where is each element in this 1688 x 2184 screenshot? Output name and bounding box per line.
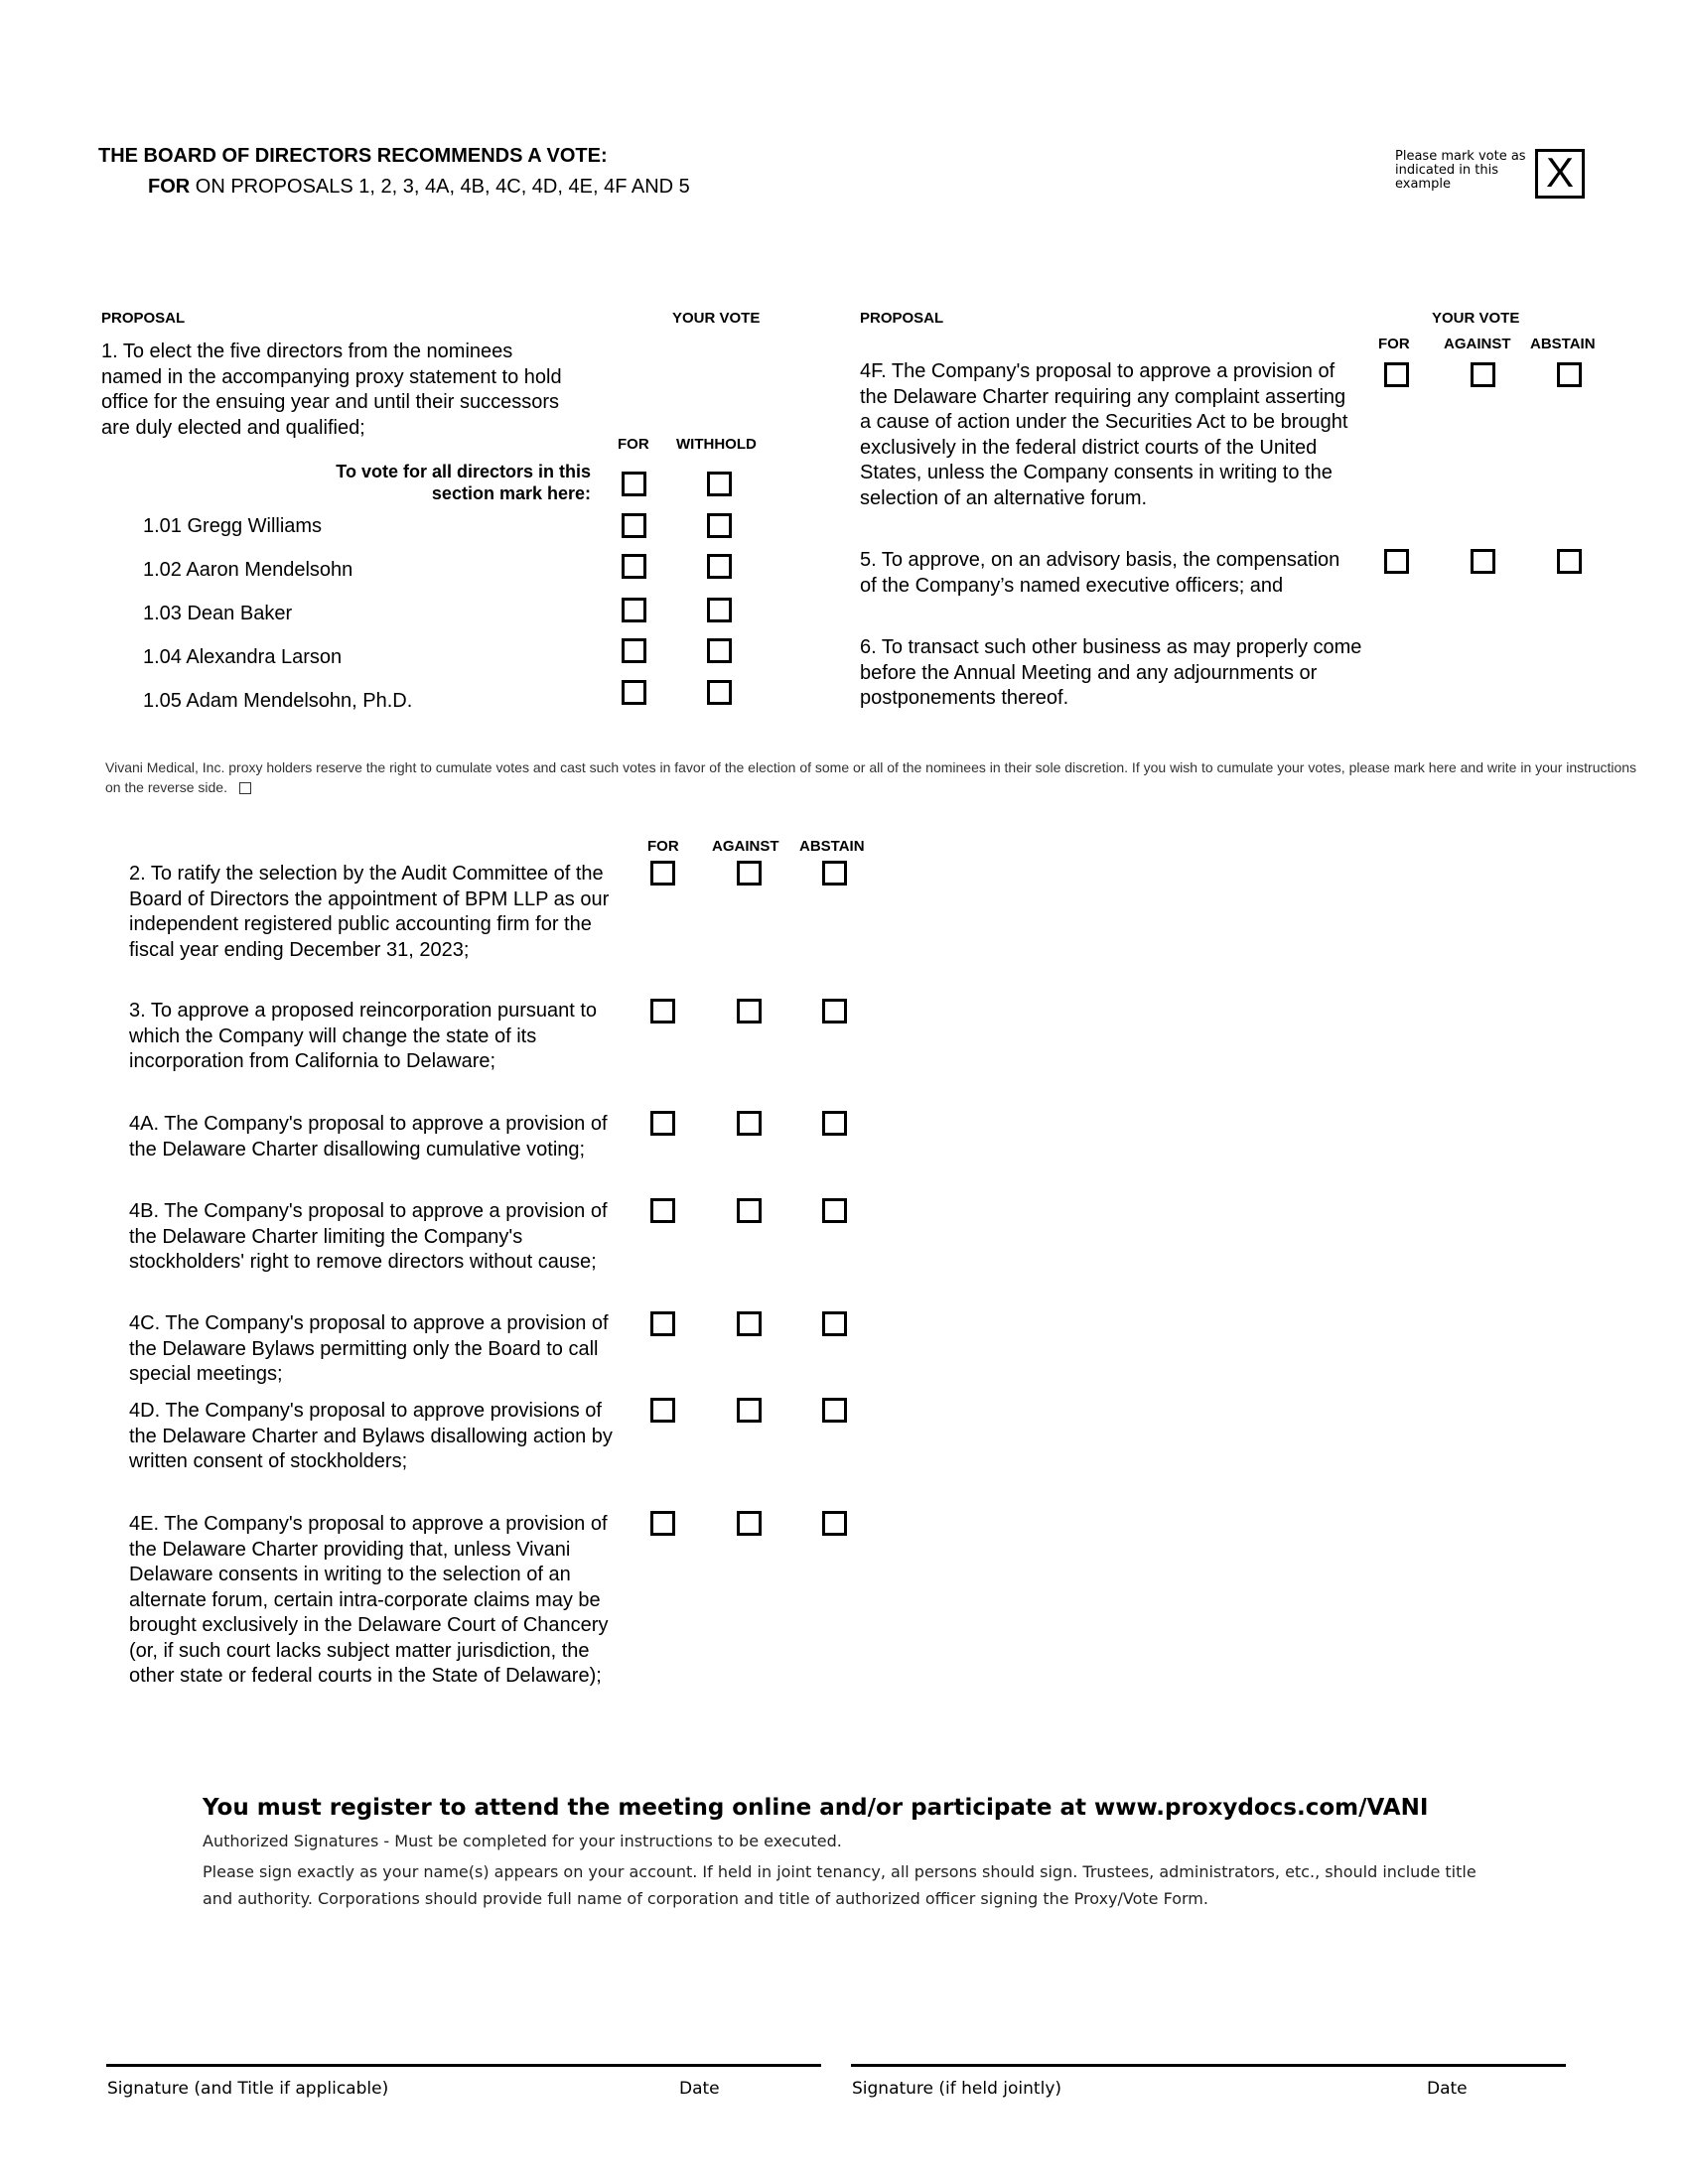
proposal-4a-abstain-checkbox[interactable] bbox=[822, 1111, 847, 1136]
signature-1-label: Signature (and Title if applicable) bbox=[107, 2079, 389, 2099]
all-directors-label: To vote for all directors in this section mark here: bbox=[336, 462, 591, 503]
left-withhold-label: WITHHOLD bbox=[676, 436, 757, 453]
signature-2-label: Signature (if held jointly) bbox=[852, 2079, 1062, 2099]
right-against-label: AGAINST bbox=[1444, 336, 1511, 352]
proposal-4b-text: 4B. The Company's proposal to approve a provision of the Delaware Charter limiting the Company's stockholders' right to remove directors without cause; bbox=[129, 1200, 608, 1273]
proposal-4e-against-checkbox[interactable] bbox=[737, 1511, 762, 1536]
all-directors-for-checkbox[interactable] bbox=[622, 472, 646, 496]
right-proposal-label: PROPOSAL bbox=[860, 310, 944, 327]
proposal-4d-against-checkbox[interactable] bbox=[737, 1398, 762, 1423]
authorized-signatures-note: Authorized Signatures - Must be completed for your instructions to be executed. bbox=[203, 1832, 842, 1850]
right-abstain-label: ABSTAIN bbox=[1530, 336, 1596, 352]
proposal-4c-against-checkbox[interactable] bbox=[737, 1311, 762, 1336]
cumulate-note-text: Vivani Medical, Inc. proxy holders reserve the right to cumulate votes and cast such votes in favor of the election of some or all of the nominees in their sole discretion. If you wish to cumulate your votes, please mark here and write in your instructions on the reverse side. bbox=[105, 759, 1637, 795]
proposal-2-for-checkbox[interactable] bbox=[650, 861, 675, 886]
cumulate-note bbox=[105, 757, 1654, 797]
left-proposal-label: PROPOSAL bbox=[101, 310, 186, 327]
lower-for-label: FOR bbox=[647, 838, 679, 855]
nominee-5-withhold-checkbox[interactable] bbox=[707, 680, 732, 705]
example-x: X bbox=[1545, 149, 1574, 196]
proposal-5-against-checkbox[interactable] bbox=[1471, 549, 1495, 574]
nominee-2-withhold-checkbox[interactable] bbox=[707, 554, 732, 579]
proposal-4e-text: 4E. The Company's proposal to approve a provision of the Delaware Charter providing that, unless Vivani Delaware consents in writing to the selection of an alternate forum, certain intra-corporate claims may be brought exclusively in the Delaware Court of Chancery (or, if such court lacks subject matter jurisdiction, the other state or federal courts in the State of Delaware); bbox=[129, 1513, 609, 1687]
proposal-3-for-checkbox[interactable] bbox=[650, 999, 675, 1024]
sign-instructions: Please sign exactly as your name(s) appears on your account. If held in joint tenancy, all persons should sign. Trustees, administrators, etc., should include title and authority. Corporations should provide full name of corporation and title of authorized officer signing the Proxy/Vote Form. bbox=[203, 1862, 1477, 1908]
proposal-4a-for-checkbox[interactable] bbox=[650, 1111, 675, 1136]
proposal-4c-text: 4C. The Company's proposal to approve a provision of the Delaware Bylaws permitting only the Board to call special meetings; bbox=[129, 1312, 609, 1385]
proposal-4d-abstain-checkbox[interactable] bbox=[822, 1398, 847, 1423]
register-notice: You must register to attend the meeting online and/or participate at www.proxydocs.com/VANI bbox=[203, 1795, 1429, 1821]
nominee-5-for-checkbox[interactable] bbox=[622, 680, 646, 705]
proposal-4c-for-checkbox[interactable] bbox=[650, 1311, 675, 1336]
proposal-2-against-checkbox[interactable] bbox=[737, 861, 762, 886]
lower-abstain-label: ABSTAIN bbox=[799, 838, 865, 855]
proposal-3-abstain-checkbox[interactable] bbox=[822, 999, 847, 1024]
signature-line-1[interactable] bbox=[106, 2064, 821, 2067]
nominee-1-withhold-checkbox[interactable] bbox=[707, 513, 732, 538]
right-your-vote-label: YOUR VOTE bbox=[1432, 310, 1520, 327]
for-word: FOR bbox=[148, 176, 191, 198]
nominee-2: 1.02 Aaron Mendelsohn bbox=[143, 559, 353, 581]
proposal-6-text: 6. To transact such other business as may properly come before the Annual Meeting and any adjournments or postponements thereof. bbox=[860, 636, 1362, 709]
nominee-1-for-checkbox[interactable] bbox=[622, 513, 646, 538]
proposal-4f-for-checkbox[interactable] bbox=[1384, 362, 1409, 387]
right-for-label: FOR bbox=[1378, 336, 1410, 352]
nominee-4-for-checkbox[interactable] bbox=[622, 638, 646, 663]
nominee-3-withhold-checkbox[interactable] bbox=[707, 598, 732, 622]
proposal-4a-text: 4A. The Company's proposal to approve a provision of the Delaware Charter disallowing cumulative voting; bbox=[129, 1113, 608, 1160]
date-1-label: Date bbox=[679, 2079, 720, 2099]
nominee-4: 1.04 Alexandra Larson bbox=[143, 646, 343, 668]
proposal-4d-text: 4D. The Company's proposal to approve provisions of the Delaware Charter and Bylaws disallowing action by written consent of stockholders; bbox=[129, 1400, 613, 1472]
nominee-5: 1.05 Adam Mendelsohn, Ph.D. bbox=[143, 690, 413, 712]
proposal-4e-for-checkbox[interactable] bbox=[650, 1511, 675, 1536]
proposal-4b-abstain-checkbox[interactable] bbox=[822, 1198, 847, 1223]
nominee-1: 1.01 Gregg Williams bbox=[143, 515, 323, 537]
proposal-2-text: 2. To ratify the selection by the Audit Committee of the Board of Directors the appointment of BPM LLP as our independent registered public accounting firm for the fiscal year ending December 31, 2023; bbox=[129, 863, 610, 961]
proposal-4b-for-checkbox[interactable] bbox=[650, 1198, 675, 1223]
nominee-2-for-checkbox[interactable] bbox=[622, 554, 646, 579]
board-recommends-title: THE BOARD OF DIRECTORS RECOMMENDS A VOTE: bbox=[98, 145, 608, 167]
all-directors-withhold-checkbox[interactable] bbox=[707, 472, 732, 496]
proposal-5-for-checkbox[interactable] bbox=[1384, 549, 1409, 574]
nominee-3-for-checkbox[interactable] bbox=[622, 598, 646, 622]
date-2-label: Date bbox=[1427, 2079, 1468, 2099]
proposal-4a-against-checkbox[interactable] bbox=[737, 1111, 762, 1136]
example-mark-box bbox=[1535, 149, 1585, 199]
proposal-3-text: 3. To approve a proposed reincorporation pursuant to which the Company will change the state of its incorporation from California to Delaware; bbox=[129, 1000, 598, 1072]
recommend-list: ON PROPOSALS 1, 2, 3, 4A, 4B, 4C, 4D, 4E, 4F AND 5 bbox=[190, 176, 690, 198]
proposal-4b-against-checkbox[interactable] bbox=[737, 1198, 762, 1223]
board-recommends-subtitle bbox=[148, 176, 690, 199]
nominee-4-withhold-checkbox[interactable] bbox=[707, 638, 732, 663]
proposal-4d-for-checkbox[interactable] bbox=[650, 1398, 675, 1423]
proposal-4e-abstain-checkbox[interactable] bbox=[822, 1511, 847, 1536]
proposal-4f-against-checkbox[interactable] bbox=[1471, 362, 1495, 387]
proposal-1-text: 1. To elect the five directors from the nominees named in the accompanying proxy statement to hold office for the ensuing year and until their successors are duly elected and qualified; bbox=[101, 341, 562, 439]
proposal-4c-abstain-checkbox[interactable] bbox=[822, 1311, 847, 1336]
proposal-4f-abstain-checkbox[interactable] bbox=[1557, 362, 1582, 387]
lower-against-label: AGAINST bbox=[712, 838, 779, 855]
cumulate-checkbox[interactable] bbox=[239, 782, 251, 794]
proposal-2-abstain-checkbox[interactable] bbox=[822, 861, 847, 886]
proposal-4f-text: 4F. The Company's proposal to approve a provision of the Delaware Charter requiring any complaint asserting a cause of action under the Securities Act to be brought exclusively in the federal district courts of the United States, unless the Company consents in writing to the selection of an alternative forum. bbox=[860, 360, 1348, 509]
proposal-3-against-checkbox[interactable] bbox=[737, 999, 762, 1024]
signature-line-2[interactable] bbox=[851, 2064, 1566, 2067]
left-your-vote-label: YOUR VOTE bbox=[672, 310, 761, 327]
nominee-3: 1.03 Dean Baker bbox=[143, 603, 293, 624]
left-for-label: FOR bbox=[618, 436, 649, 453]
proposal-5-abstain-checkbox[interactable] bbox=[1557, 549, 1582, 574]
mark-instruction: Please mark vote as indicated in this example bbox=[1395, 149, 1526, 192]
proposal-5-text: 5. To approve, on an advisory basis, the compensation of the Company’s named executive officers; and bbox=[860, 549, 1340, 597]
